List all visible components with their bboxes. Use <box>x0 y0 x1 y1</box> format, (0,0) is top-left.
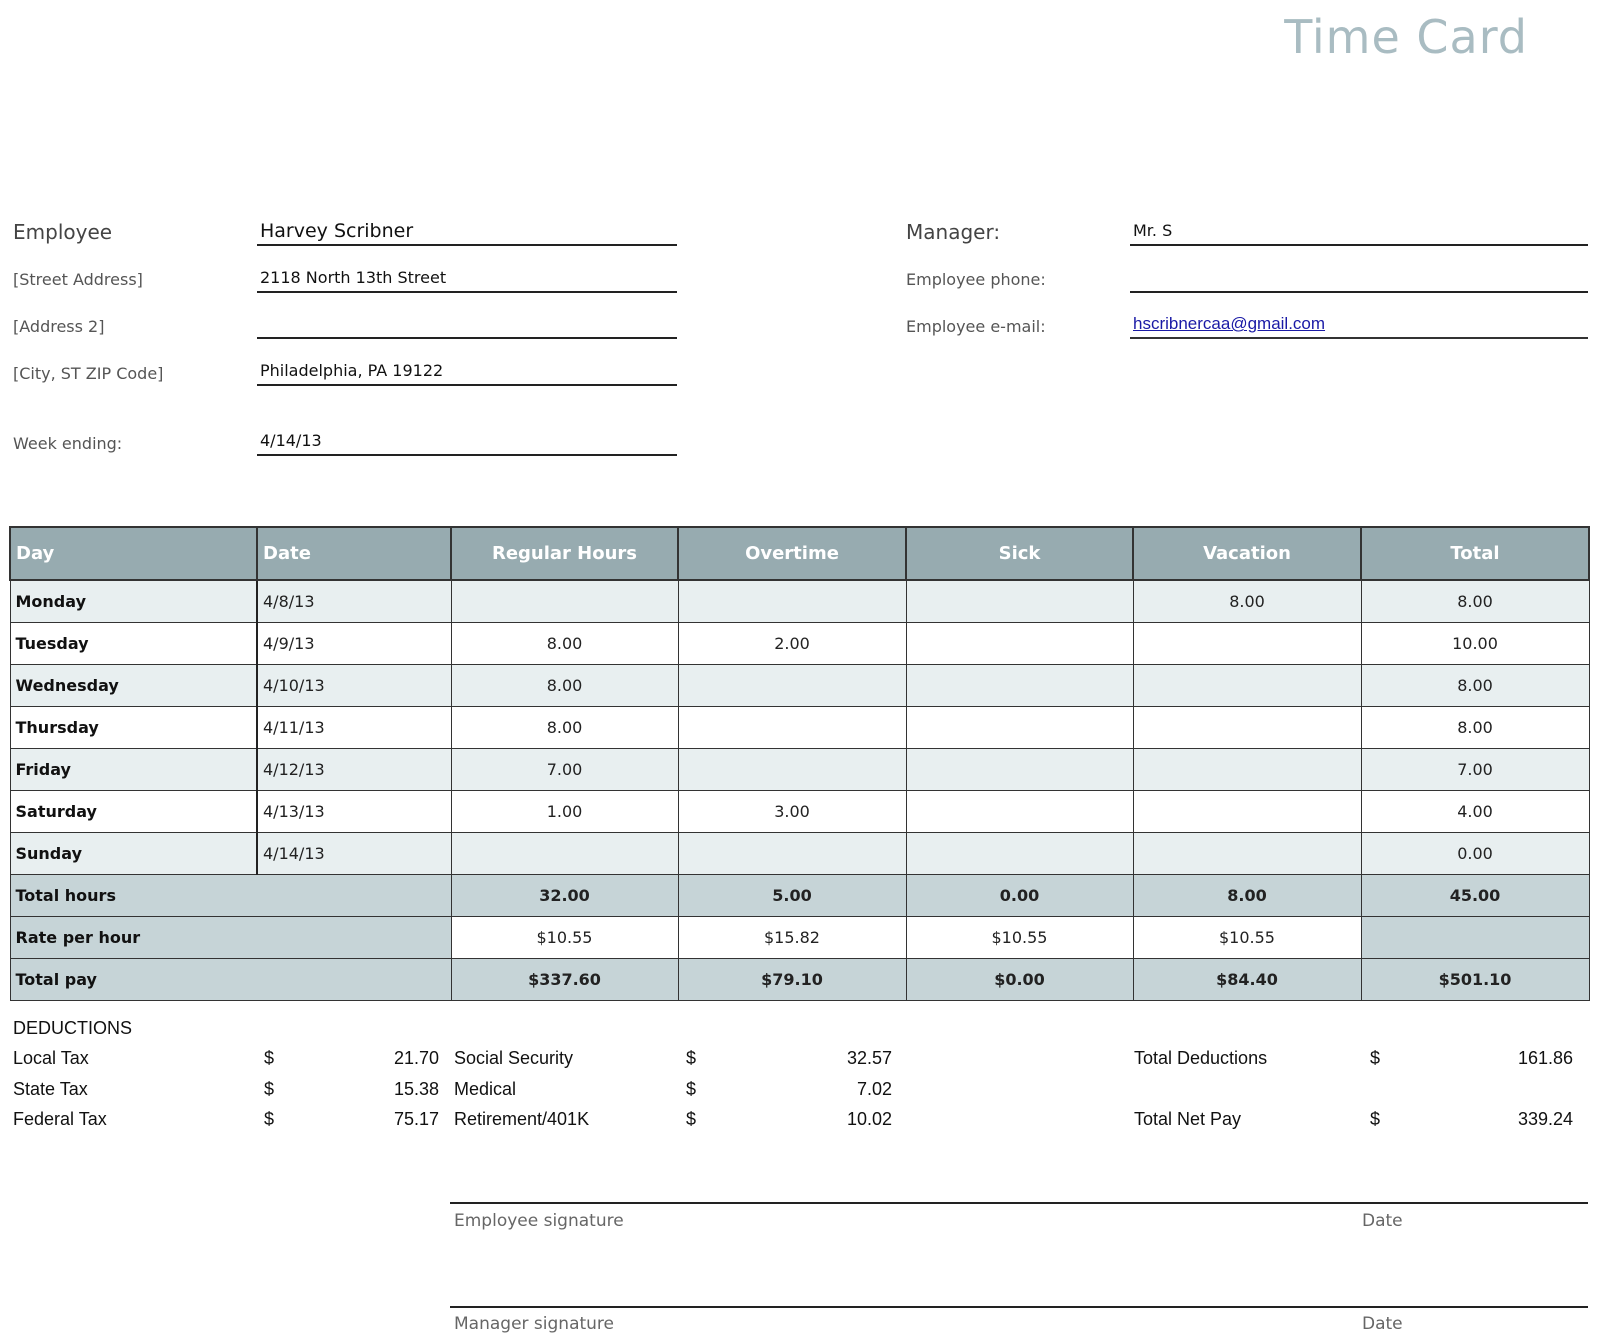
medical-label: Medical <box>454 1079 517 1099</box>
overtime-cell[interactable] <box>678 580 906 622</box>
employee-name-field[interactable]: Harvey Scribner <box>257 220 677 246</box>
day-cell: Wednesday <box>10 664 257 706</box>
header-day: Day <box>10 527 257 580</box>
total-deductions-label: Total Deductions <box>1134 1048 1268 1068</box>
retirement-value: 10.02 <box>846 1109 892 1129</box>
regular-hours-cell[interactable]: 1.00 <box>451 790 678 832</box>
header-vacation: Vacation <box>1133 527 1361 580</box>
day-cell: Saturday <box>10 790 257 832</box>
date-cell[interactable]: 4/11/13 <box>257 706 451 748</box>
header-overtime: Overtime <box>678 527 906 580</box>
email-field[interactable] <box>1130 313 1588 339</box>
day-cell: Friday <box>10 748 257 790</box>
sick-pay-cell: $0.00 <box>906 958 1133 1000</box>
federal-tax-value: 75.17 <box>393 1109 439 1129</box>
email-link[interactable]: hscribnercaa@gmail.com <box>1133 314 1326 333</box>
header-regular-hours: Regular Hours <box>451 527 678 580</box>
state-tax-label: State Tax <box>13 1079 88 1099</box>
local-tax-label: Local Tax <box>13 1048 89 1068</box>
regular-hours-cell[interactable] <box>451 832 678 874</box>
total-cell: 8.00 <box>1361 706 1589 748</box>
time-card-table <box>9 526 1590 1001</box>
employee-signature-line[interactable] <box>450 1202 1588 1204</box>
street-label: [Street Address] <box>13 270 143 289</box>
date-cell[interactable]: 4/12/13 <box>257 748 451 790</box>
sick-cell[interactable] <box>906 580 1133 622</box>
manager-signature-date-label: Date <box>1362 1314 1403 1334</box>
total-pay-label: Total pay <box>10 958 451 1000</box>
phone-field[interactable] <box>1130 267 1588 293</box>
total-hours-row <box>10 874 1589 916</box>
phone-label: Employee phone: <box>906 270 1046 289</box>
medical-currency: $ <box>686 1079 697 1099</box>
state-tax-value: 15.38 <box>393 1079 439 1099</box>
federal-tax-currency: $ <box>264 1109 275 1129</box>
manager-label: Manager: <box>906 220 1001 244</box>
sick-rate-cell[interactable]: $10.55 <box>906 916 1133 958</box>
total-pay-row <box>10 958 1589 1000</box>
retirement-label: Retirement/401K <box>454 1109 590 1129</box>
vacation-cell[interactable] <box>1133 664 1361 706</box>
table-row <box>10 706 1589 748</box>
total-cell: 8.00 <box>1361 664 1589 706</box>
rate-per-hour-label: Rate per hour <box>10 916 451 958</box>
sick-cell[interactable] <box>906 832 1133 874</box>
regular-hours-cell[interactable]: 8.00 <box>451 622 678 664</box>
vacation-cell[interactable] <box>1133 832 1361 874</box>
table-row <box>10 580 1589 622</box>
total-deductions-currency: $ <box>1370 1048 1381 1068</box>
table-row <box>10 622 1589 664</box>
city-label: [City, ST ZIP Code] <box>13 364 164 383</box>
total-deductions-value: 161.86 <box>1517 1048 1573 1068</box>
social-security-value: 32.57 <box>846 1048 892 1068</box>
vacation-pay-cell: $84.40 <box>1133 958 1361 1000</box>
sick-cell[interactable] <box>906 622 1133 664</box>
street-field[interactable]: 2118 North 13th Street <box>257 267 677 293</box>
day-cell: Sunday <box>10 832 257 874</box>
day-cell: Thursday <box>10 706 257 748</box>
email-label: Employee e-mail: <box>906 317 1046 336</box>
total-net-pay-currency: $ <box>1370 1109 1381 1129</box>
table-header-row <box>10 527 1589 580</box>
date-cell[interactable]: 4/10/13 <box>257 664 451 706</box>
local-tax-currency: $ <box>264 1048 275 1068</box>
overtime-cell[interactable] <box>678 706 906 748</box>
city-field[interactable]: Philadelphia, PA 19122 <box>257 360 677 386</box>
total-cell: 4.00 <box>1361 790 1589 832</box>
day-cell: Monday <box>10 580 257 622</box>
total-cell: 0.00 <box>1361 832 1589 874</box>
overtime-cell[interactable] <box>678 748 906 790</box>
total-cell: 10.00 <box>1361 622 1589 664</box>
overtime-cell[interactable] <box>678 832 906 874</box>
total-all-hours: 45.00 <box>1361 874 1589 916</box>
date-cell[interactable]: 4/13/13 <box>257 790 451 832</box>
page-title: Time Card <box>1284 10 1528 64</box>
vacation-cell[interactable] <box>1133 622 1361 664</box>
local-tax-value: 21.70 <box>393 1048 439 1068</box>
total-net-pay-label: Total Net Pay <box>1134 1109 1242 1129</box>
date-cell[interactable]: 4/9/13 <box>257 622 451 664</box>
vacation-rate-cell[interactable]: $10.55 <box>1133 916 1361 958</box>
total-cell: 7.00 <box>1361 748 1589 790</box>
total-hours-label: Total hours <box>10 874 451 916</box>
table-row <box>10 748 1589 790</box>
employee-signature-label: Employee signature <box>454 1211 624 1231</box>
rate-per-hour-row <box>10 916 1589 958</box>
regular-hours-cell[interactable]: 8.00 <box>451 664 678 706</box>
state-tax-currency: $ <box>264 1079 275 1099</box>
total-net-pay-value: 339.24 <box>1517 1109 1573 1129</box>
regular-hours-cell[interactable]: 7.00 <box>451 748 678 790</box>
vacation-cell[interactable]: 8.00 <box>1133 580 1361 622</box>
table-row <box>10 664 1589 706</box>
sick-cell[interactable] <box>906 664 1133 706</box>
manager-field[interactable]: Mr. S <box>1130 220 1588 246</box>
week-ending-field[interactable]: 4/14/13 <box>257 430 677 456</box>
employee-signature-date-label: Date <box>1362 1211 1403 1231</box>
overtime-pay-cell: $79.10 <box>678 958 906 1000</box>
federal-tax-label: Federal Tax <box>13 1109 107 1129</box>
vacation-cell[interactable] <box>1133 706 1361 748</box>
address2-label: [Address 2] <box>13 317 105 336</box>
address2-field[interactable] <box>257 313 677 339</box>
date-cell[interactable]: 4/8/13 <box>257 580 451 622</box>
regular-hours-cell[interactable]: 8.00 <box>451 706 678 748</box>
overtime-cell[interactable]: 3.00 <box>678 790 906 832</box>
overtime-cell[interactable] <box>678 664 906 706</box>
regular-rate-cell[interactable]: $10.55 <box>451 916 678 958</box>
week-ending-label: Week ending: <box>13 434 123 453</box>
total-regular-hours: 32.00 <box>451 874 678 916</box>
social-security-label: Social Security <box>454 1048 574 1068</box>
total-sick-hours: 0.00 <box>906 874 1133 916</box>
regular-hours-cell[interactable] <box>451 580 678 622</box>
header-total: Total <box>1361 527 1589 580</box>
medical-value: 7.02 <box>856 1079 892 1099</box>
employee-label: Employee <box>13 220 113 244</box>
sick-cell[interactable] <box>906 748 1133 790</box>
manager-signature-label: Manager signature <box>454 1314 614 1334</box>
table-row <box>10 790 1589 832</box>
deductions-heading: DEDUCTIONS <box>13 1018 133 1038</box>
retirement-currency: $ <box>686 1109 697 1129</box>
regular-pay-cell: $337.60 <box>451 958 678 1000</box>
social-security-currency: $ <box>686 1048 697 1068</box>
vacation-cell[interactable] <box>1133 790 1361 832</box>
sick-cell[interactable] <box>906 790 1133 832</box>
table-row <box>10 832 1589 874</box>
date-cell[interactable]: 4/14/13 <box>257 832 451 874</box>
sick-cell[interactable] <box>906 706 1133 748</box>
day-cell: Tuesday <box>10 622 257 664</box>
overtime-rate-cell[interactable]: $15.82 <box>678 916 906 958</box>
total-pay-cell: $501.10 <box>1361 958 1589 1000</box>
header-date: Date <box>257 527 451 580</box>
total-overtime-hours: 5.00 <box>678 874 906 916</box>
header-sick: Sick <box>906 527 1133 580</box>
rate-total-blank <box>1361 916 1589 958</box>
manager-signature-line[interactable] <box>450 1306 1588 1308</box>
total-cell: 8.00 <box>1361 580 1589 622</box>
overtime-cell[interactable]: 2.00 <box>678 622 906 664</box>
vacation-cell[interactable] <box>1133 748 1361 790</box>
total-vacation-hours: 8.00 <box>1133 874 1361 916</box>
